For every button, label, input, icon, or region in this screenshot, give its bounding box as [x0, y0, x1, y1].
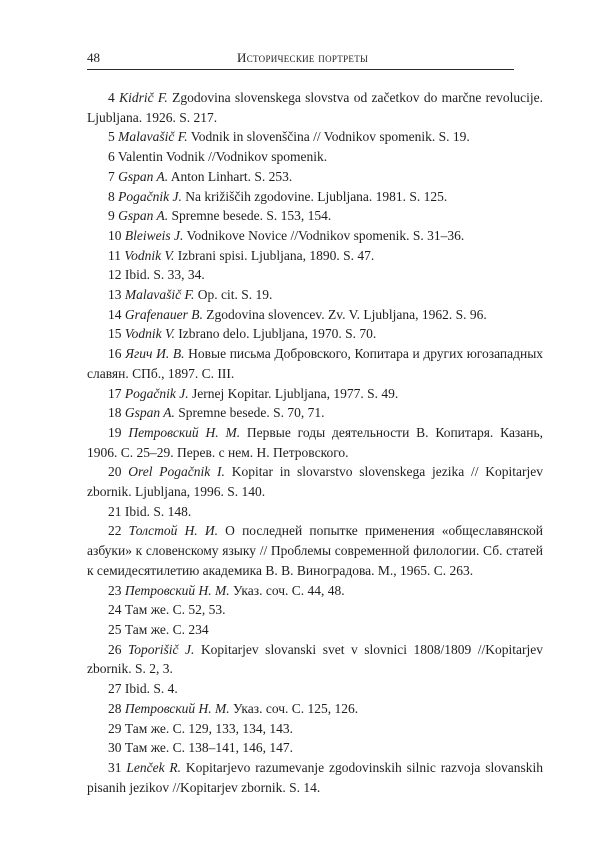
endnote-number: 9 — [108, 208, 115, 224]
endnote — [87, 738, 543, 758]
endnote-text: Zgodovina slovenskega slovstva od začetkov do marčne revolucije. Ljubljana. 1926. S. 217. — [87, 90, 544, 125]
endnote-author: Pogačnik J. — [118, 188, 182, 204]
endnote-text: Указ. соч. С. 125, 126. — [233, 700, 359, 716]
endnote-text: Izbrani spisi. Ljubljana, 1890. S. 47. — [177, 247, 375, 263]
endnotes-list — [87, 88, 543, 797]
endnote-text: Spremne besede. S. 153, 154. — [171, 208, 332, 224]
endnote-text: Там же. С. 129, 133, 134, 143. — [124, 720, 293, 736]
endnote-text: Там же. С. 234 — [124, 621, 209, 637]
endnote — [87, 167, 543, 187]
endnote-number: 15 — [108, 326, 122, 342]
endnote-number: 26 — [108, 641, 122, 657]
endnote-author: Петровский Н. М. — [124, 700, 230, 716]
endnote-author: Gspan A. — [124, 405, 175, 421]
endnote-author: Lenček R. — [126, 759, 182, 775]
endnote-number: 8 — [108, 188, 115, 204]
endnote-text: Zgodovina slovencev. Zv. V. Ljubljana, 1962. S. 96. — [206, 306, 487, 322]
endnote-author: Петровский Н. М. — [128, 424, 241, 440]
endnote — [87, 403, 543, 423]
endnote — [87, 521, 543, 580]
endnote-number: 7 — [108, 168, 115, 184]
endnote — [87, 127, 543, 147]
endnote-number: 12 — [108, 267, 122, 283]
endnote — [87, 699, 543, 719]
endnote-number: 4 — [108, 90, 115, 105]
endnote-text: Там же. С. 52, 53. — [124, 602, 226, 618]
endnote-number: 18 — [108, 405, 122, 421]
endnote-number: 23 — [108, 582, 122, 598]
page-number: 48 — [87, 50, 100, 65]
endnote-number: 19 — [108, 424, 122, 440]
endnote-number: 22 — [108, 523, 122, 539]
endnote — [87, 679, 543, 699]
endnote — [87, 384, 543, 404]
endnote-text: О последней попытке применения «общеславянской азбуки» к словенскому языку // Проблемы современной филологии. Сб. статей к семидесятилетию академика В. В. Виноградова. М., 1965. С. 263. — [87, 523, 544, 578]
endnote-author: Malavašič F. — [124, 287, 195, 303]
endnote-author: Malavašič F. — [118, 129, 188, 145]
endnote-number: 25 — [108, 621, 122, 637]
endnote-author: Grafenauer B. — [124, 306, 203, 322]
endnote-text: Kopitarjev slovanski svet v slovnici 1808/1809 //Kopitarjev zbornik. S. 2, 3. — [87, 641, 543, 677]
endnote-number: 20 — [108, 464, 122, 480]
endnote-number: 21 — [108, 503, 122, 519]
endnote — [87, 344, 543, 383]
endnote — [87, 246, 543, 266]
endnote — [87, 581, 543, 601]
endnote — [87, 758, 543, 797]
endnote-author: Петровский Н. М. — [124, 582, 230, 598]
endnote-text: Первые годы деятельности В. Копитаря. Казань, 1906. С. 25–29. Перев. с нем. Н. Петровского. — [87, 424, 544, 460]
endnote — [87, 324, 543, 344]
endnote-number: 10 — [108, 227, 122, 243]
endnote-author: Gspan A. — [118, 168, 169, 184]
endnote-author: Bleiweis J. — [124, 227, 184, 243]
endnote — [87, 147, 543, 167]
endnote-text: Na križiščih zgodovine. Ljubljana. 1981. S. 125. — [185, 188, 448, 204]
endnote-number: 24 — [108, 602, 122, 618]
endnote-number: 28 — [108, 700, 122, 716]
endnote — [87, 600, 543, 620]
endnote-text: Kopitar in slovarstvo slovenskega jezika // Kopitarjev zbornik. Ljubljana, 1996. S. 140. — [87, 464, 544, 500]
endnote — [87, 187, 543, 207]
running-title: Исторические портреты — [237, 50, 369, 65]
endnote-text: Новые письма Добровского, Копитара и других югозападных славян. СПб., 1897. С. III. — [87, 346, 544, 381]
endnote — [87, 719, 543, 739]
endnote-number: 17 — [108, 385, 122, 401]
endnote-text: Там же. С. 138–141, 146, 147. — [124, 740, 293, 756]
endnote — [87, 226, 543, 246]
endnote-text: Vodnik in slovenščina // Vodnikov spomenik. S. 19. — [190, 129, 470, 145]
endnote-number: 14 — [108, 306, 122, 322]
endnote — [87, 640, 543, 679]
endnote — [87, 305, 543, 325]
endnote-text: Ibid. S. 4. — [124, 681, 178, 697]
endnote — [87, 620, 543, 640]
endnote — [87, 285, 543, 305]
endnote-author: Толстой Н. И. — [128, 523, 218, 539]
endnote-text: Valentin Vodnik //Vodnikov spomenik. — [117, 149, 328, 165]
endnote — [87, 423, 543, 462]
endnote-text: Ibid. S. 148. — [124, 503, 192, 519]
endnote-author: Toporišič J. — [128, 641, 195, 657]
endnote-text: Kopitarjevo razumevanje zgodovinskih silnic razvoja slovanskih pisanih jezikov //Kopitarjev zbornik. S. 14. — [87, 759, 544, 795]
endnote — [87, 265, 543, 285]
endnote-text: Ibid. S. 33, 34. — [124, 267, 205, 283]
endnote — [87, 88, 543, 127]
endnote-number: 11 — [108, 247, 121, 263]
endnote-author: Ягич И. В. — [125, 346, 185, 362]
endnote-number: 31 — [108, 759, 122, 775]
endnote — [87, 206, 543, 226]
endnote-text: Jernej Kopitar. Ljubljana, 1977. S. 49. — [191, 385, 399, 401]
endnote-text: Spremne besede. S. 70, 71. — [178, 405, 325, 421]
endnote — [87, 502, 543, 522]
endnote-author: Vodnik V. — [124, 326, 175, 342]
endnote-text: Op. cit. S. 19. — [197, 287, 273, 303]
endnote-text: Указ. соч. С. 44, 48. — [233, 582, 345, 598]
endnote-text: Izbrano delo. Ljubljana, 1970. S. 70. — [178, 326, 377, 342]
endnote-number: 27 — [108, 681, 122, 697]
endnote-number: 13 — [108, 287, 122, 303]
endnote-text: Anton Linhart. S. 253. — [170, 168, 293, 184]
endnote-number: 29 — [108, 720, 122, 736]
endnote-number: 30 — [108, 740, 122, 756]
endnote-number: 5 — [108, 129, 115, 145]
endnote-number: 16 — [108, 346, 122, 362]
endnote-number: 6 — [108, 149, 115, 165]
endnote-author: Gspan A. — [118, 208, 169, 224]
page-header — [87, 49, 514, 70]
endnote-author: Kidrič F. — [119, 90, 168, 105]
endnote-author: Vodnik V. — [124, 247, 175, 263]
endnote — [87, 462, 543, 501]
endnote-text: Vodnikove Novice //Vodnikov spomenik. S. 31–36. — [186, 227, 465, 243]
endnote-author: Pogačnik J. — [124, 385, 189, 401]
endnote-author: Orel Pogačnik I. — [128, 464, 225, 480]
